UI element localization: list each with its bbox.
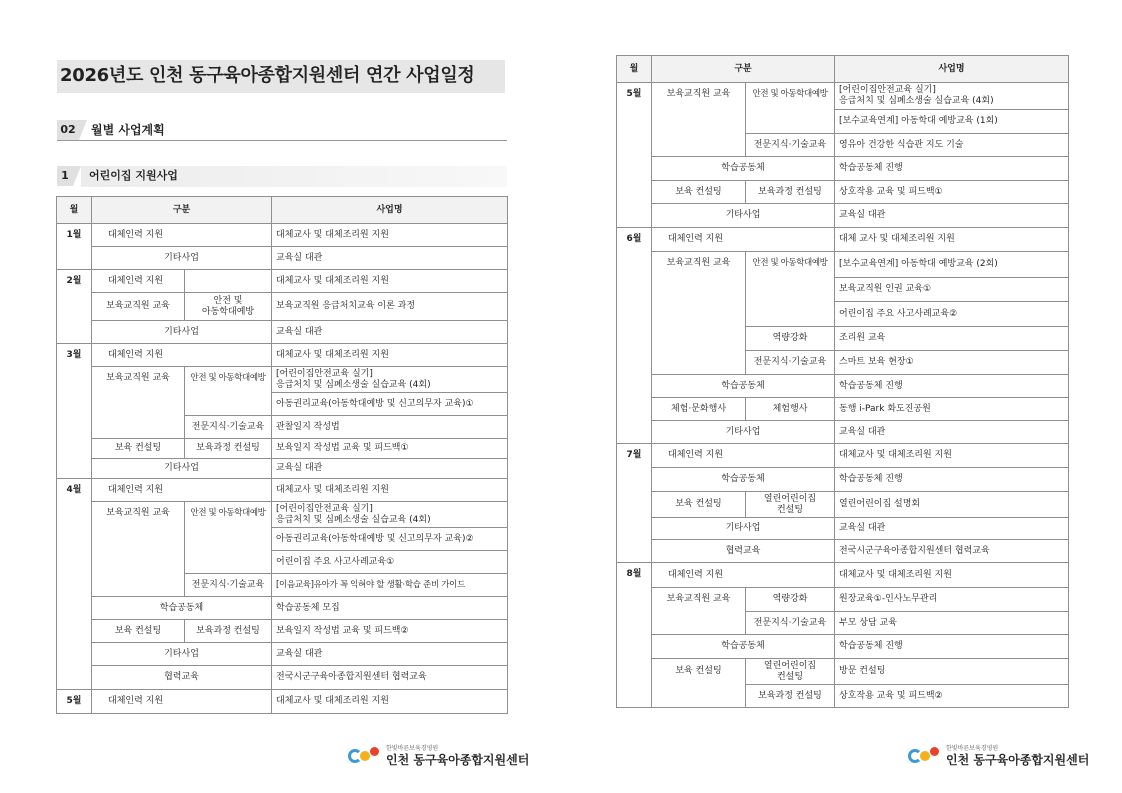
program-cell: [어린이집안전교육 실기] 응급처치 및 심폐소생술 실습교육 (4회) bbox=[272, 502, 508, 528]
program-cell: 대체교사 및 대체조리원 지원 bbox=[835, 563, 1069, 588]
subcategory-cell: 안전 및 아동학대예방 bbox=[185, 367, 272, 416]
schedule-table-right bbox=[616, 55, 1069, 708]
program-cell: 전국시군구육아종합지원센터 협력교육 bbox=[835, 540, 1069, 563]
header-program: 사업명 bbox=[835, 56, 1069, 83]
program-cell: 학습공동체 진행 bbox=[835, 468, 1069, 492]
category-cell: 기타사업 bbox=[652, 518, 835, 540]
category-cell: 보육 컨설팅 bbox=[652, 659, 746, 708]
subsection-heading bbox=[57, 166, 507, 187]
section-number: 02 bbox=[57, 120, 79, 140]
program-cell: 교육실 대관 bbox=[835, 204, 1069, 228]
program-cell: 교육실 대관 bbox=[272, 643, 508, 666]
category-cell: 기타사업 bbox=[92, 247, 272, 270]
category-cell: 보육 컨설팅 bbox=[652, 181, 746, 204]
program-cell: [보수교육연계] 아동학대 예방교육 (1회) bbox=[835, 110, 1069, 134]
section-label: 월별 사업계획 bbox=[91, 123, 165, 137]
subcategory-cell: 보육과정 컨설팅 bbox=[185, 439, 272, 459]
category-cell: 대체인력 지원 bbox=[92, 270, 185, 293]
logo-subtitle: 한빛바른보육경영원 bbox=[946, 745, 999, 752]
subcategory-cell: 안전 및 아동학대예방 bbox=[746, 83, 835, 134]
subcategory-cell: 역량강화 bbox=[746, 588, 835, 612]
header-category: 구분 bbox=[652, 56, 835, 83]
logo-title: 인천 동구육아종합지원센터 bbox=[386, 753, 530, 767]
category-cell: 보육교직원 교육 bbox=[652, 252, 746, 375]
program-cell: 상호작용 교육 및 피드백② bbox=[835, 685, 1069, 708]
program-cell: 대체교사 및 대체조리원 지원 bbox=[272, 690, 508, 714]
program-cell: 대체교사 및 대체조리원 지원 bbox=[272, 479, 508, 502]
month-cell: 8월 bbox=[617, 563, 652, 708]
category-cell: 기타사업 bbox=[92, 321, 272, 344]
category-cell: 보육교직원 교육 bbox=[92, 502, 185, 597]
center-logo-icon bbox=[908, 745, 942, 767]
month-cell: 3월 bbox=[57, 344, 92, 479]
subcategory-cell: 전문지식·기술교육 bbox=[746, 612, 835, 635]
program-cell: 스마트 보육 현장① bbox=[835, 351, 1069, 375]
month-cell: 5월 bbox=[617, 83, 652, 228]
subcategory-cell: 전문지식·기술교육 bbox=[185, 416, 272, 439]
category-cell: 기타사업 bbox=[92, 643, 272, 666]
program-cell: 교육실 대관 bbox=[835, 518, 1069, 540]
category-cell: 대체인력 지원 bbox=[652, 563, 835, 588]
subcategory-cell: 보육과정 컨설팅 bbox=[746, 685, 835, 708]
category-cell: 학습공동체 bbox=[92, 597, 272, 620]
program-cell: 방문 컨설팅 bbox=[835, 659, 1069, 685]
subcategory-cell: 체험행사 bbox=[746, 398, 835, 421]
program-cell: 조리원 교육 bbox=[835, 327, 1069, 351]
category-cell: 보육교직원 교육 bbox=[652, 588, 746, 635]
program-cell: 대체 교사 및 대체조리원 지원 bbox=[835, 228, 1069, 252]
program-cell: 학습공동체 진행 bbox=[835, 375, 1069, 398]
subcategory-cell: 역량강화 bbox=[746, 327, 835, 351]
subcategory-cell: 전문지식·기술교육 bbox=[746, 351, 835, 375]
category-cell: 대체인력 지원 bbox=[92, 479, 272, 502]
category-cell: 보육교직원 교육 bbox=[652, 83, 746, 157]
program-cell: 영유아 건강한 식습관 지도 기술 bbox=[835, 134, 1069, 157]
program-cell: 전국시군구육아종합지원센터 협력교육 bbox=[272, 666, 508, 690]
program-cell: 관찰일지 작성법 bbox=[272, 416, 508, 439]
program-cell: [어린이집안전교육 실기] 응급처치 및 심폐소생술 실습교육 (4회) bbox=[835, 83, 1069, 110]
page-title: 2026년도 인천 동구육아종합지원센터 연간 사업일정 bbox=[57, 60, 505, 93]
schedule-table-left bbox=[56, 196, 508, 714]
month-cell: 5월 bbox=[57, 690, 92, 714]
category-cell: 보육교직원 교육 bbox=[92, 293, 185, 321]
program-cell: 보육일지 작성법 교육 및 피드백① bbox=[272, 439, 508, 459]
program-cell: 학습공동체 진행 bbox=[835, 635, 1069, 659]
program-cell: 어린이집 주요 사고사례교육② bbox=[835, 302, 1069, 327]
footer-logo-left bbox=[348, 745, 529, 767]
subcategory-cell: 안전 및 아동학대예방 bbox=[185, 293, 272, 321]
program-cell: 교육실 대관 bbox=[272, 247, 508, 270]
category-cell: 보육교직원 교육 bbox=[92, 367, 185, 439]
header-month: 월 bbox=[617, 56, 652, 83]
category-cell: 대체인력 지원 bbox=[652, 444, 835, 468]
program-cell: 상호작용 교육 및 피드백① bbox=[835, 181, 1069, 204]
program-cell: 동행 i-Park 화도진공원 bbox=[835, 398, 1069, 421]
section-heading bbox=[57, 120, 507, 141]
program-cell: [보수교육연계] 아동학대 예방교육 (2회) bbox=[835, 252, 1069, 278]
category-cell: 체험·문화행사 bbox=[652, 398, 746, 421]
subsection-label: 어린이집 지원사업 bbox=[89, 169, 178, 182]
category-cell: 학습공동체 bbox=[652, 375, 835, 398]
category-cell: 협력교육 bbox=[652, 540, 835, 563]
category-cell: 보육 컨설팅 bbox=[652, 492, 746, 518]
program-cell: 아동권리교육(아동학대예방 및 신고의무자 교육)② bbox=[272, 528, 508, 551]
program-cell: 열린어린이집 설명회 bbox=[835, 492, 1069, 518]
subcategory-cell: 전문지식·기술교육 bbox=[185, 574, 272, 597]
subcategory-cell: 안전 및 아동학대예방 bbox=[746, 252, 835, 327]
program-cell: [이음교육]유아가 꼭 익혀야 할 생활·학습 준비 가이드 bbox=[272, 574, 508, 597]
program-cell: 대체교사 및 대체조리원 지원 bbox=[835, 444, 1069, 468]
program-cell: [어린이집안전교육 실기] 응급처치 및 심폐소생술 실습교육 (4회) bbox=[272, 367, 508, 393]
subcategory-cell: 보육과정 컨설팅 bbox=[185, 620, 272, 643]
month-cell: 6월 bbox=[617, 228, 652, 444]
category-cell: 보육 컨설팅 bbox=[92, 620, 185, 643]
program-cell: 아동권리교육(아동학대예방 및 신고의무자 교육)① bbox=[272, 393, 508, 416]
category-cell: 대체인력 지원 bbox=[92, 690, 272, 714]
category-cell: 보육 컨설팅 bbox=[92, 439, 185, 459]
category-cell: 학습공동체 bbox=[652, 635, 835, 659]
program-cell: 교육실 대관 bbox=[272, 321, 508, 344]
program-cell: 부모 상담 교육 bbox=[835, 612, 1069, 635]
program-cell: 보육교직원 인권 교육① bbox=[835, 278, 1069, 302]
subcategory-cell: 열린어린이집 컨설팅 bbox=[746, 492, 835, 518]
logo-title: 인천 동구육아종합지원센터 bbox=[946, 753, 1090, 767]
category-cell: 대체인력 지원 bbox=[92, 224, 272, 247]
subsection-number: 1 bbox=[57, 166, 73, 186]
program-cell: 교육실 대관 bbox=[272, 459, 508, 479]
month-cell: 7월 bbox=[617, 444, 652, 563]
subcategory-cell: 보육과정 컨설팅 bbox=[746, 181, 835, 204]
subcategory-cell: 열린어린이집 컨설팅 bbox=[746, 659, 835, 685]
program-cell: 교육실 대관 bbox=[835, 421, 1069, 444]
program-cell: 학습공동체 진행 bbox=[835, 157, 1069, 181]
category-cell: 기타사업 bbox=[652, 421, 835, 444]
program-cell: 어린이집 주요 사고사례교육① bbox=[272, 551, 508, 574]
header-category: 구분 bbox=[92, 197, 272, 224]
category-cell: 대체인력 지원 bbox=[92, 344, 272, 367]
program-cell: 원장교육①-인사노무관리 bbox=[835, 588, 1069, 612]
month-cell: 4월 bbox=[57, 479, 92, 690]
month-cell: 2월 bbox=[57, 270, 92, 344]
category-cell: 대체인력 지원 bbox=[652, 228, 835, 252]
center-logo-icon bbox=[348, 745, 382, 767]
category-cell: 협력교육 bbox=[92, 666, 272, 690]
category-cell: 학습공동체 bbox=[652, 468, 835, 492]
subcategory-cell: 안전 및 아동학대예방 bbox=[185, 502, 272, 574]
program-cell: 대체교사 및 대체조리원 지원 bbox=[272, 224, 508, 247]
category-cell: 기타사업 bbox=[92, 459, 272, 479]
month-cell: 1월 bbox=[57, 224, 92, 270]
category-cell: 기타사업 bbox=[652, 204, 835, 228]
program-cell: 학습공동체 모집 bbox=[272, 597, 508, 620]
program-cell: 대체교사 및 대체조리원 지원 bbox=[272, 344, 508, 367]
logo-subtitle: 한빛바른보육경영원 bbox=[386, 745, 439, 752]
subcategory-cell: 전문지식·기술교육 bbox=[746, 134, 835, 157]
program-cell: 보육일지 작성법 교육 및 피드백② bbox=[272, 620, 508, 643]
program-cell: 대체교사 및 대체조리원 지원 bbox=[272, 270, 508, 293]
category-cell: 학습공동체 bbox=[652, 157, 835, 181]
footer-logo-right bbox=[908, 745, 1089, 767]
header-month: 월 bbox=[57, 197, 92, 224]
program-cell: 보육교직원 응급처치교육 이론 과정 bbox=[272, 293, 508, 321]
header-program: 사업명 bbox=[272, 197, 508, 224]
